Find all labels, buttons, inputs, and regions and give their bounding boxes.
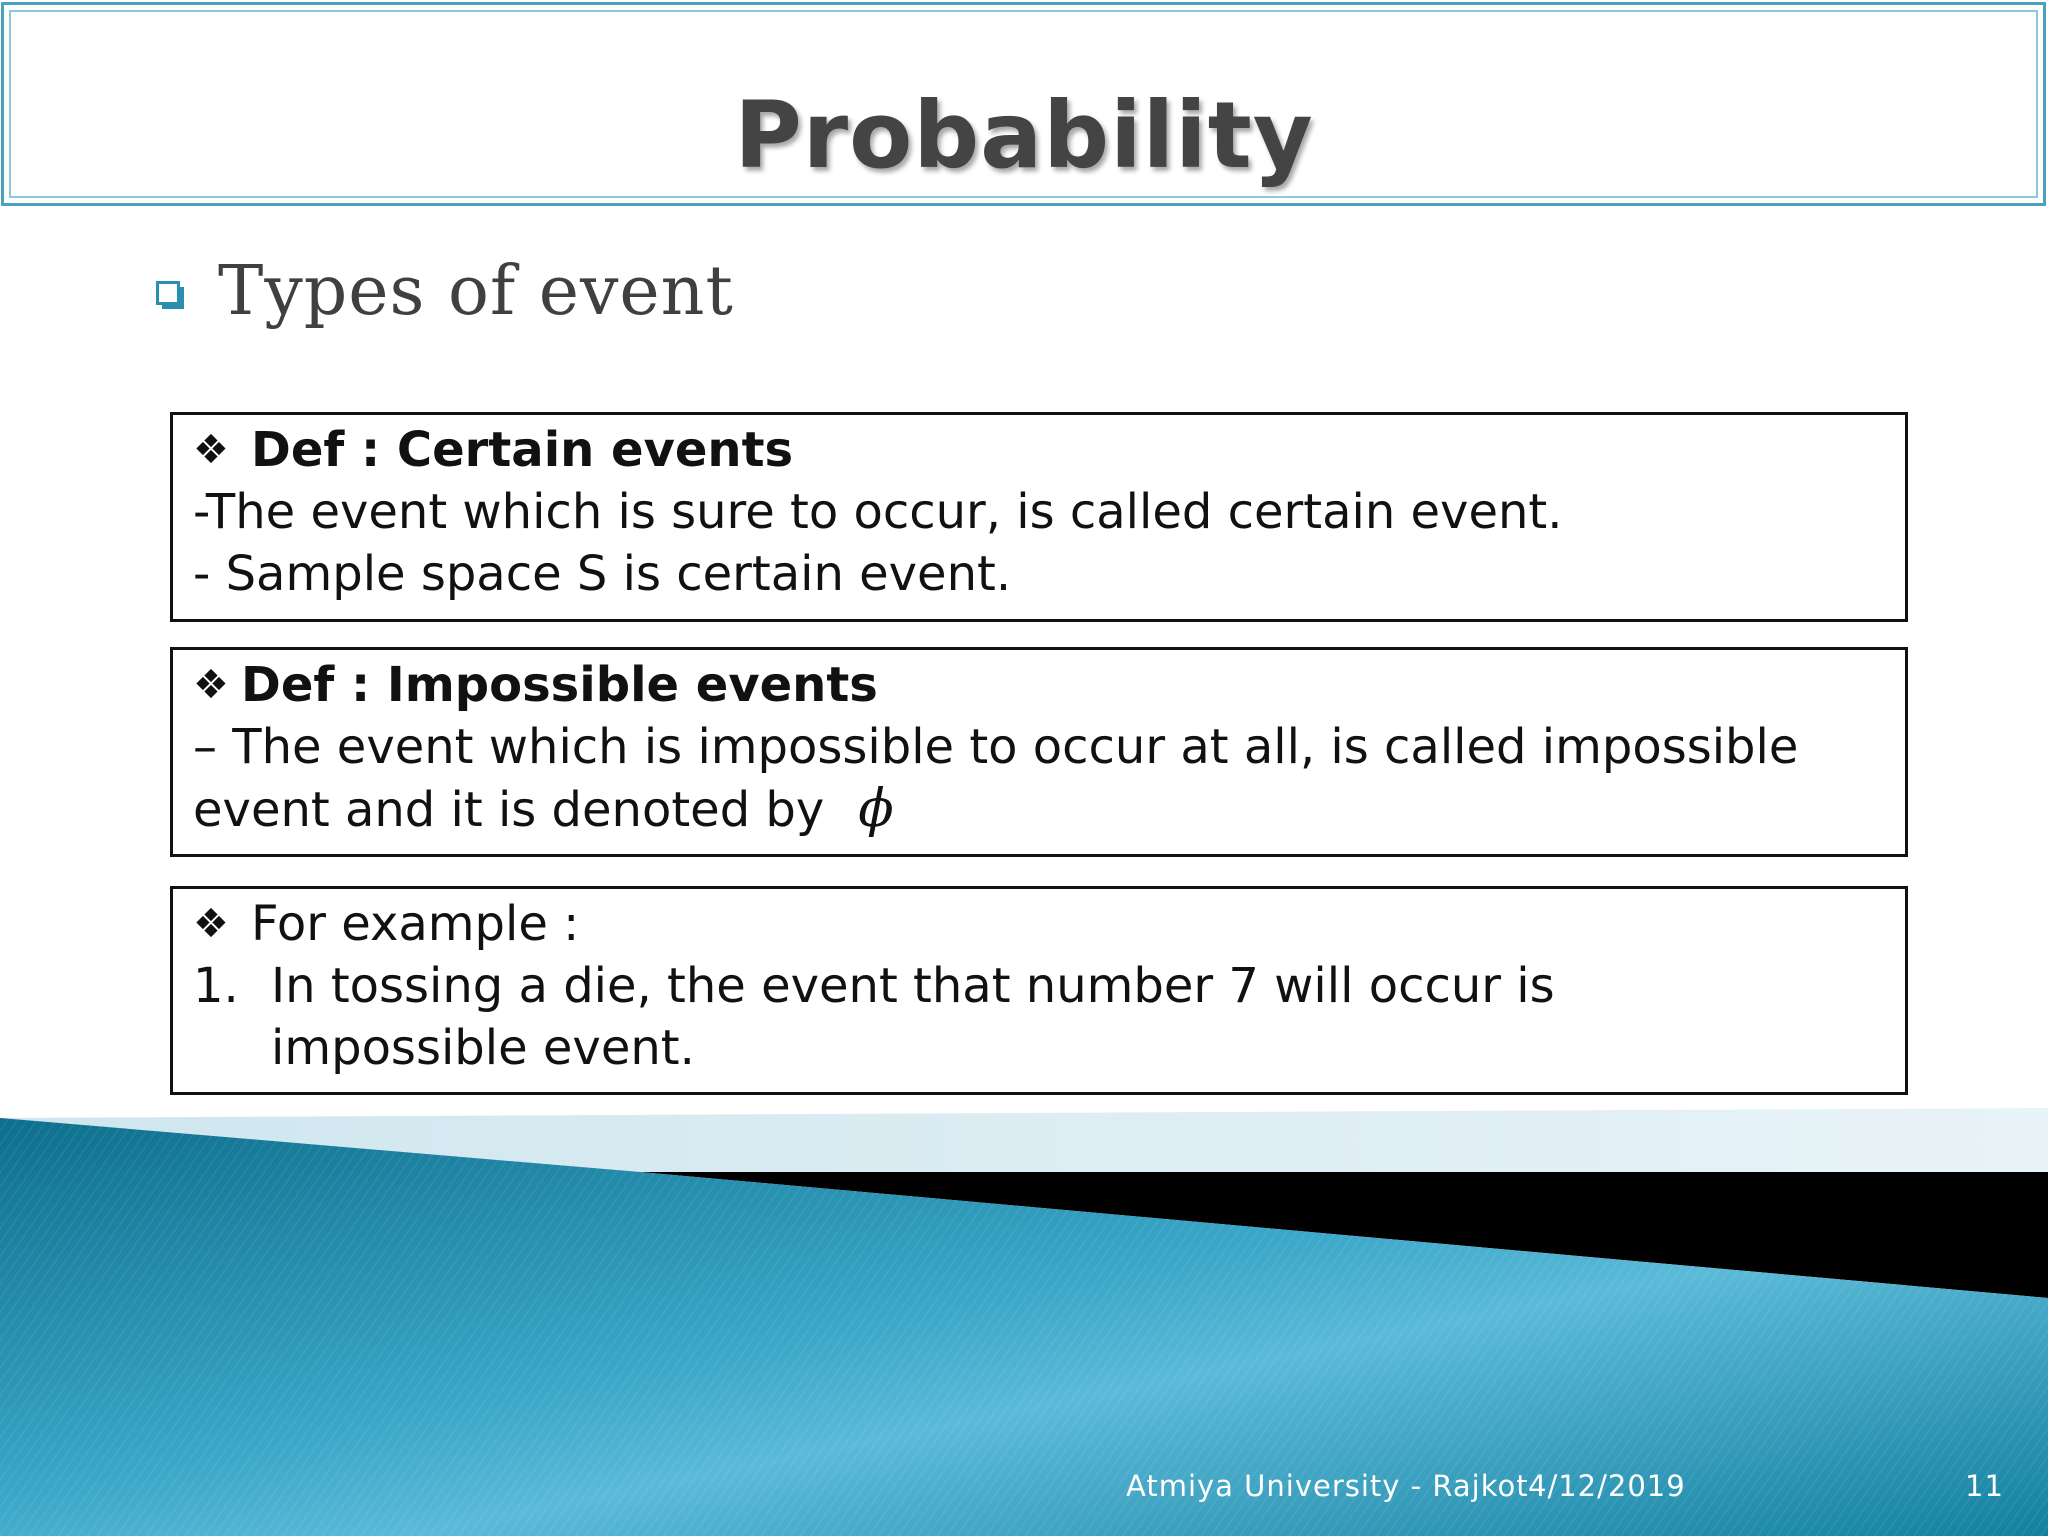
four-diamond-icon: ❖ — [193, 427, 229, 473]
list-number: 1. — [193, 958, 239, 1014]
example-heading: For example : — [251, 896, 580, 952]
certain-events-heading: Def : Certain events — [251, 422, 794, 478]
impossible-events-heading-row — [193, 654, 1887, 716]
impossible-events-definition: – The event which is impossible to occur at all, is called impossible — [193, 719, 1799, 775]
subtitle-row — [156, 243, 734, 339]
certain-events-box — [170, 412, 1908, 622]
certain-events-definition: -The event which is sure to occur, is called certain event. — [193, 484, 1563, 540]
slide-title: Probability — [734, 82, 1314, 189]
slide-subtitle: Types of event — [218, 251, 734, 331]
four-diamond-icon: ❖ — [193, 901, 229, 947]
impossible-events-definition-cont — [193, 778, 1887, 841]
four-diamond-icon: ❖ — [193, 662, 229, 708]
empty-set-phi-symbol: ϕ — [858, 779, 894, 839]
example-box — [170, 886, 1908, 1095]
footer-page-number: 11 — [1965, 1469, 2004, 1503]
certain-events-note: - Sample space S is certain event. — [193, 546, 1012, 602]
example-item-text — [271, 955, 1555, 1079]
impossible-events-box — [170, 647, 1908, 857]
example-item-line-1: In tossing a die, the event that number 7 will occur is — [271, 958, 1555, 1014]
example-heading-row — [193, 893, 1887, 955]
example-item-line-2: impossible event. — [271, 1020, 695, 1076]
footer-organization: Atmiya University - Rajkot — [1126, 1469, 1529, 1503]
checkbox-square-icon — [156, 281, 184, 309]
footer-date: 4/12/2019 — [1528, 1469, 1686, 1503]
certain-events-heading-row — [193, 419, 1887, 481]
impossible-events-denoted-text: event and it is denoted by — [193, 782, 825, 838]
impossible-events-heading: Def : Impossible events — [241, 657, 878, 713]
example-list-item — [193, 955, 1887, 1079]
